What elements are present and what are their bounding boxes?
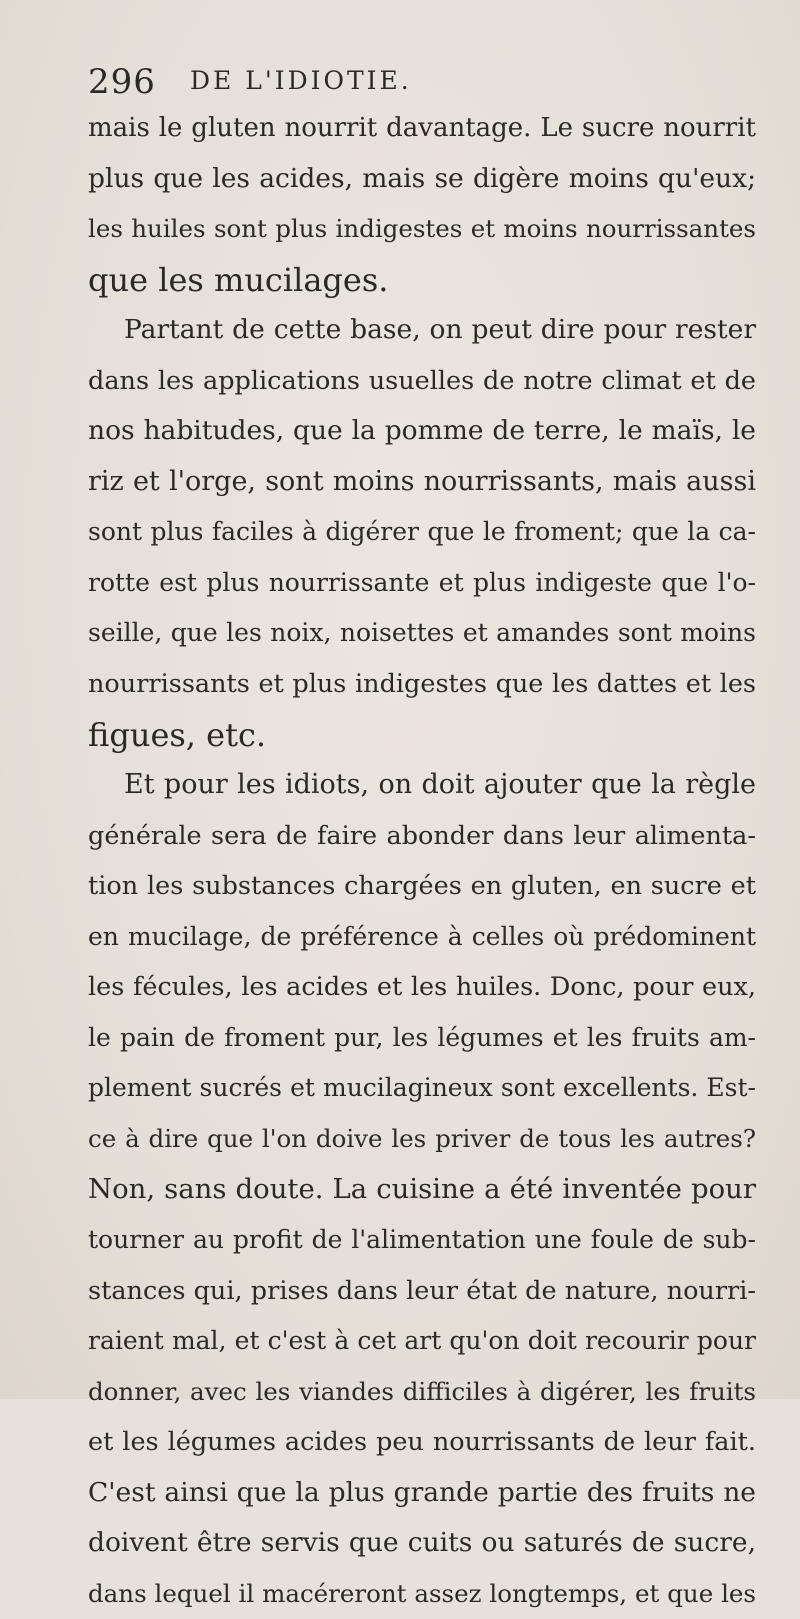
- text-line: plement sucrés et mucilagineux sont excellents. Est-: [88, 1073, 756, 1103]
- text-line: sont plus faciles à digérer que le froment; que la ca-: [88, 517, 756, 547]
- text-line: riz et l'orge, sont moins nourrissants, mais aussi: [88, 465, 756, 497]
- text-line: mais le gluten nourrit davantage. Le sucre nourrit: [88, 113, 756, 143]
- text-line: les huiles sont plus indigestes et moins nourrissantes: [88, 214, 756, 244]
- text-line: générale sera de faire abonder dans leur alimenta-: [88, 820, 756, 851]
- text-line: seille, que les noix, noisettes et amandes sont moins: [88, 618, 756, 648]
- text-line: que les mucilages.: [88, 260, 389, 299]
- text-line: stances qui, prises dans leur état de nature, nourri-: [88, 1275, 756, 1306]
- text-line: Et pour les idiots, on doit ajouter que la règle: [124, 769, 756, 801]
- text-line: dans lequel il macéreront assez longtemps, et que les: [88, 1578, 756, 1608]
- body-text: [88, 103, 756, 1619]
- text-line: et les légumes acides peu nourrissants de leur fait.: [88, 1427, 756, 1458]
- text-line: le pain de froment pur, les légumes et les fruits am-: [88, 1022, 756, 1052]
- text-line: donner, avec les viandes difficiles à digérer, les fruits: [88, 1376, 756, 1406]
- text-line: ce à dire que l'on doive les priver de tous les autres?: [88, 1123, 756, 1153]
- text-line: C'est ainsi que la plus grande partie des fruits ne: [88, 1476, 756, 1508]
- text-line: Non, sans doute. La cuisine a été inventée pour: [88, 1173, 756, 1206]
- page-number: 296: [88, 62, 156, 102]
- text-line: raient mal, et c'est à cet art qu'on doit recourir pour: [88, 1326, 756, 1356]
- page-header: [88, 62, 748, 102]
- text-line: rotte est plus nourrissante et plus indigeste que l'o-: [88, 567, 756, 597]
- text-line: en mucilage, de préférence à celles où prédominent: [88, 921, 756, 951]
- text-line: les fécules, les acides et les huiles. Donc, pour eux,: [88, 972, 756, 1003]
- text-line: Partant de cette base, on peut dire pour rester: [124, 314, 756, 346]
- text-line: tourner au profit de l'alimentation une foule de sub-: [88, 1225, 756, 1255]
- text-line: doivent être servis que cuits ou saturés de sucre,: [88, 1527, 756, 1559]
- text-line: tion les substances chargées en gluten, en sucre et: [88, 871, 756, 902]
- text-line: dans les applications usuelles de notre climat et de: [88, 365, 756, 396]
- running-head: DE L'IDIOTIE.: [190, 66, 412, 95]
- text-line: nos habitudes, que la pomme de terre, le maïs, le: [88, 415, 756, 447]
- text-line: nourrissants et plus indigestes que les dattes et les: [88, 669, 756, 700]
- text-line: plus que les acides, mais se digère moins qu'eux;: [88, 162, 756, 194]
- text-line: figues, etc.: [88, 715, 267, 754]
